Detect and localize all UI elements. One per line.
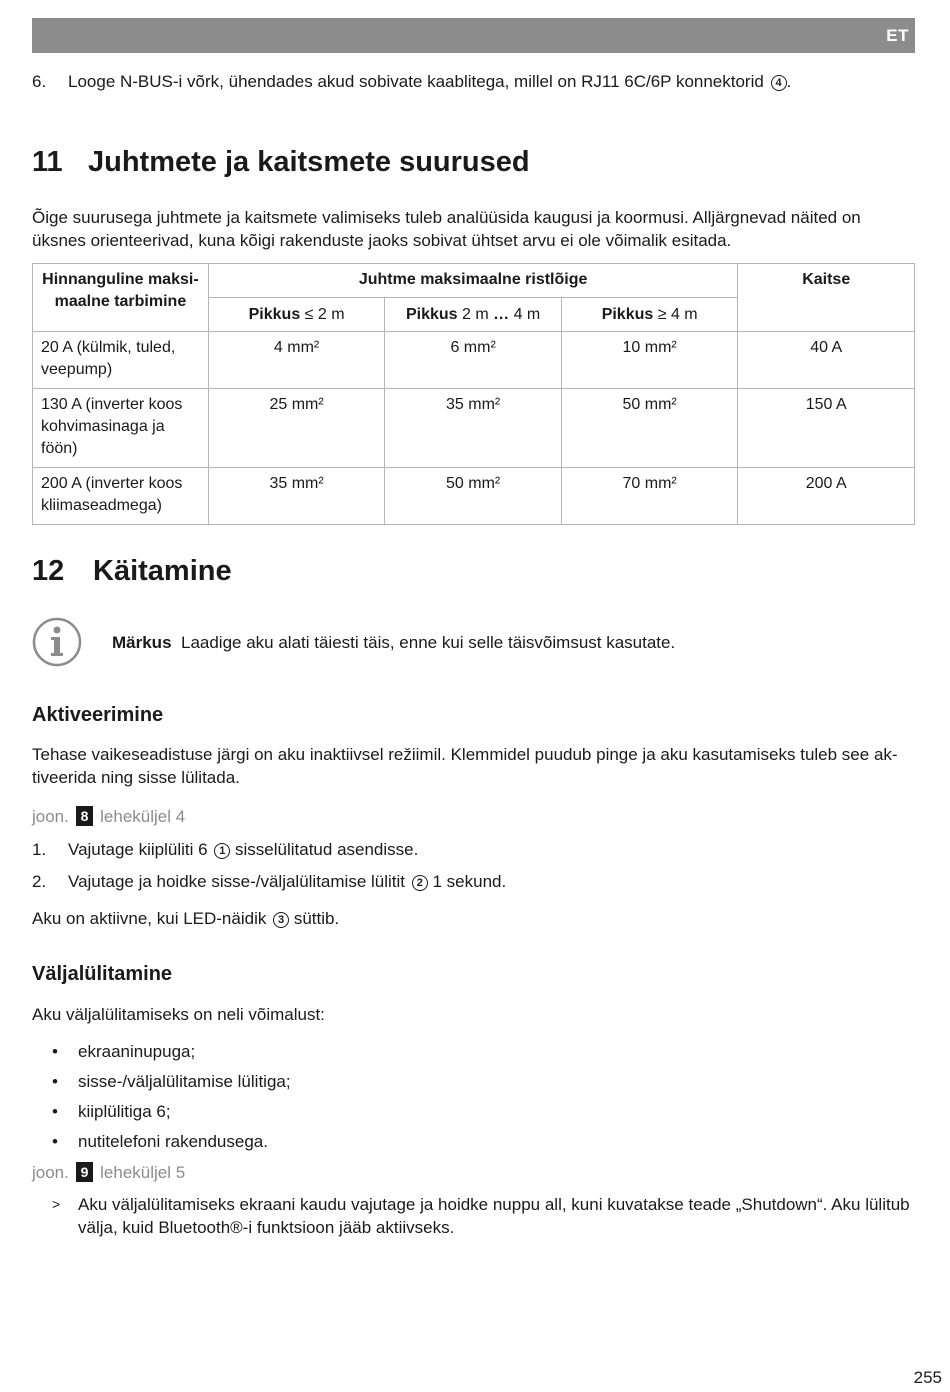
callout-2-icon: 2: [412, 875, 428, 891]
cell-size: 25 mm²: [208, 389, 385, 468]
bullet-icon: •: [52, 1132, 58, 1151]
cell-size: 10 mm²: [561, 332, 738, 389]
col-header-consumption: Hinnanguline maksi-maalne tarbimine: [33, 264, 209, 332]
cell-fuse: 200 A: [738, 468, 915, 525]
cell-load: 20 A (külmik, tuled, veepump): [33, 332, 209, 389]
cell-size: 50 mm²: [561, 389, 738, 468]
step-text: Looge N-BUS-i võrk, ühendades akud sobivate kaablitega, millel on RJ11 6C/6P konnektorid 4 .: [68, 72, 792, 91]
cell-size: 6 mm²: [385, 332, 562, 389]
section-11-intro: Õige suurusega juhtmete ja kaitsmete valimiseks tuleb analüüsida kaugusi ja koormusi. Alljärgnevad näited on üksnes orienteerivad, kuna kõigi rakenduste jaoks sobivat ühtset arvu ei ole võimalik esitada.: [32, 208, 861, 250]
header-bar: [32, 18, 915, 53]
col-header-fuse: Kaitse: [738, 264, 915, 332]
section-title: Käitamine: [93, 555, 232, 587]
wire-size-table: [32, 263, 915, 525]
cell-size: 4 mm²: [208, 332, 385, 389]
section-number: 12: [32, 555, 65, 587]
section-11-heading: [32, 145, 530, 179]
figure-reference: joon. 9 leheküljel 5: [32, 1163, 186, 1182]
info-icon: [32, 617, 82, 667]
cell-size: 50 mm²: [385, 468, 562, 525]
table-row: [33, 389, 915, 468]
bullet-icon: •: [52, 1042, 58, 1061]
cell-fuse: 40 A: [738, 332, 915, 389]
activation-text: Tehase vaikeseadistuse järgi on aku inaktiivsel režiimil. Klemmidel puudub pinge ja aku kasutamiseks tuleb see ak-tiveerida ning sisse lülitada.: [32, 745, 898, 787]
shutdown-intro: Aku väljalülitamiseks on neli võimalust:: [32, 1005, 325, 1024]
shutdown-heading: Väljalülitamine: [32, 963, 173, 985]
bullet-icon: •: [52, 1072, 58, 1091]
arrow-right-icon: >: [52, 1196, 61, 1212]
activation-heading: Aktiveerimine: [32, 704, 164, 726]
figure-reference: joon. 8 leheküljel 4: [32, 807, 186, 826]
activation-result: Aku on aktiivne, kui LED-näidik 3 süttib.: [32, 909, 340, 928]
note: [112, 631, 675, 654]
callout-1-icon: 1: [214, 843, 230, 859]
section-title: Juhtmete ja kaitsmete suurused: [88, 146, 530, 178]
note-label: Märkus: [112, 633, 172, 652]
bullet-icon: •: [52, 1102, 58, 1121]
callout-4-icon: 4: [771, 75, 787, 91]
figure-number: 8: [76, 806, 94, 826]
cell-load: 200 A (inverter koos kliimaseadmega): [33, 468, 209, 525]
cell-load: 130 A (inverter koos kohvimasinaga ja föön): [33, 389, 209, 468]
step-number: 6.: [32, 72, 47, 91]
cell-size: 35 mm²: [208, 468, 385, 525]
section-number: 11: [32, 146, 63, 178]
col-header-length-2: Pikkus 2 m … 4 m: [385, 298, 562, 332]
cell-fuse: 150 A: [738, 389, 915, 468]
shutdown-result: > Aku väljalülitamiseks ekraani kaudu vajutage ja hoidke nuppu all, kuni kuvatakse teade „Shutdown“. Aku lülitub välja, kuid Bluetooth®-i funktsioon jääb aktiivseks.: [52, 1195, 910, 1237]
cell-size: 70 mm²: [561, 468, 738, 525]
figure-number: 9: [76, 1162, 94, 1182]
col-header-length-1: Pikkus ≤ 2 m: [208, 298, 385, 332]
callout-3-icon: 3: [273, 912, 289, 928]
table-row: [33, 468, 915, 525]
col-header-length-3: Pikkus ≥ 4 m: [561, 298, 738, 332]
cell-size: 35 mm²: [385, 389, 562, 468]
language-label: ET: [886, 26, 909, 45]
section-12-heading: [32, 554, 232, 588]
table-row: [33, 332, 915, 389]
note-text: Laadige aku alati täiesti täis, enne kui selle täisvõimsust kasutate.: [180, 633, 676, 652]
col-header-cross-section: Juhtme maksimaalne ristlõige: [208, 264, 738, 298]
page-number: 255: [913, 1368, 942, 1387]
